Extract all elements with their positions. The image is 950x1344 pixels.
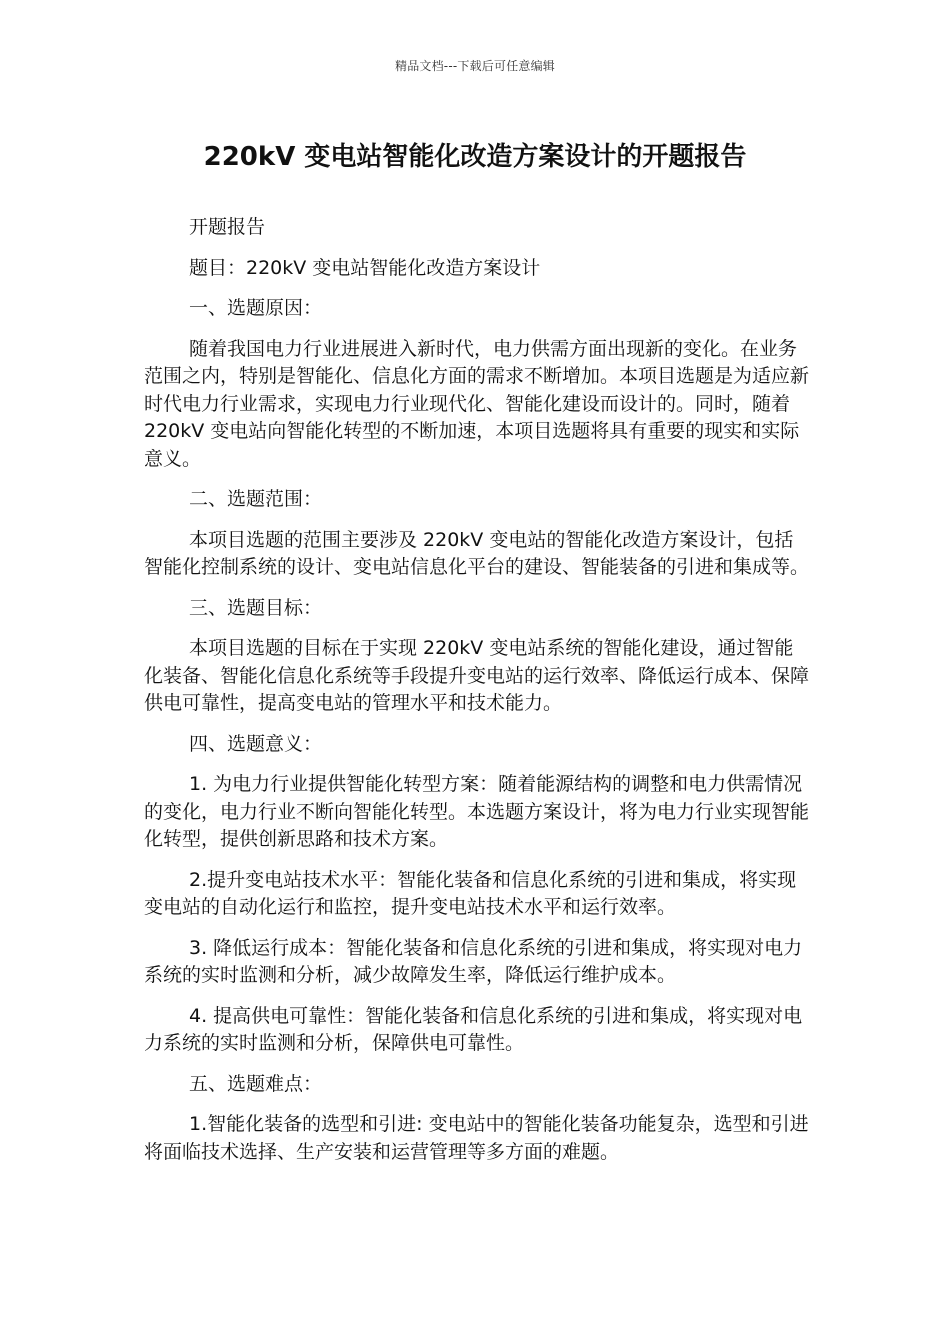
paragraph-significance-1: 1. 为电力行业提供智能化转型方案：随着能源结构的调整和电力供需情况的变化，电力行业不断向智能化转型。本选题方案设计，将为电力行业实现智能化转型，提供创新思路和技术方案。 [144, 773, 810, 850]
paragraph-difficulty-1: 1.智能化装备的选型和引进: 变电站中的智能化装备功能复杂，选型和引进将面临技术选择、生产安装和运营管理等多方面的难题。 [144, 1113, 809, 1163]
paragraph-topic: 题目：220kV 变电站智能化改造方案设计 [189, 256, 541, 279]
paragraph-goal: 本项目选题的目标在于实现 220kV 变电站系统的智能化建设，通过智能化装备、智能化信息化系统等手段提升变电站的运行效率、降低运行成本、保障供电可靠性，提高变电站的管理水平和技术能力。 [144, 637, 810, 714]
section-heading-reason: 一、选题原因： [189, 297, 323, 319]
page-header-watermark: 精品文档---下载后可任意编辑 [395, 59, 555, 73]
section-heading-scope: 二、选题范围： [189, 488, 323, 510]
section-heading-goal: 三、选题目标： [189, 596, 323, 619]
paragraph-significance-2: 2.提升变电站技术水平：智能化装备和信息化系统的引进和集成，将实现变电站的自动化运行和监控，提升变电站技术水平和运行效率。 [144, 868, 797, 918]
paragraph-scope: 本项目选题的范围主要涉及 220kV 变电站的智能化改造方案设计，包括智能化控制系统的设计、变电站信息化平台的建设、智能装备的引进和集成等。 [144, 528, 810, 578]
paragraph-significance-4: 4. 提高供电可靠性：智能化装备和信息化系统的引进和集成，将实现对电力系统的实时监测和分析，保障供电可靠性。 [144, 1004, 803, 1054]
paragraph-significance-3: 3. 降低运行成本：智能化装备和信息化系统的引进和集成，将实现对电力系统的实时监测和分析，减少故障发生率，降低运行维护成本。 [144, 936, 803, 986]
section-heading-significance: 四、选题意义： [189, 732, 323, 755]
section-heading-difficulty: 五、选题难点： [189, 1072, 323, 1095]
document-title: 220kV 变电站智能化改造方案设计的开题报告 [203, 142, 747, 172]
paragraph-reason: 随着我国电力行业进展进入新时代，电力供需方面出现新的变化。在业务范围之内，特别是智能化、信息化方面的需求不断增加。本项目选题是为适应新时代电力行业需求，实现电力行业现代化、智能化建设而设计的。同时，随着 220kV 变电站向智能化转型的不断加速，本项目选题将具有重要的现实和实际意义。 [144, 337, 810, 470]
paragraph-report-label: 开题报告 [189, 216, 266, 238]
document-body [144, 214, 809, 1179]
